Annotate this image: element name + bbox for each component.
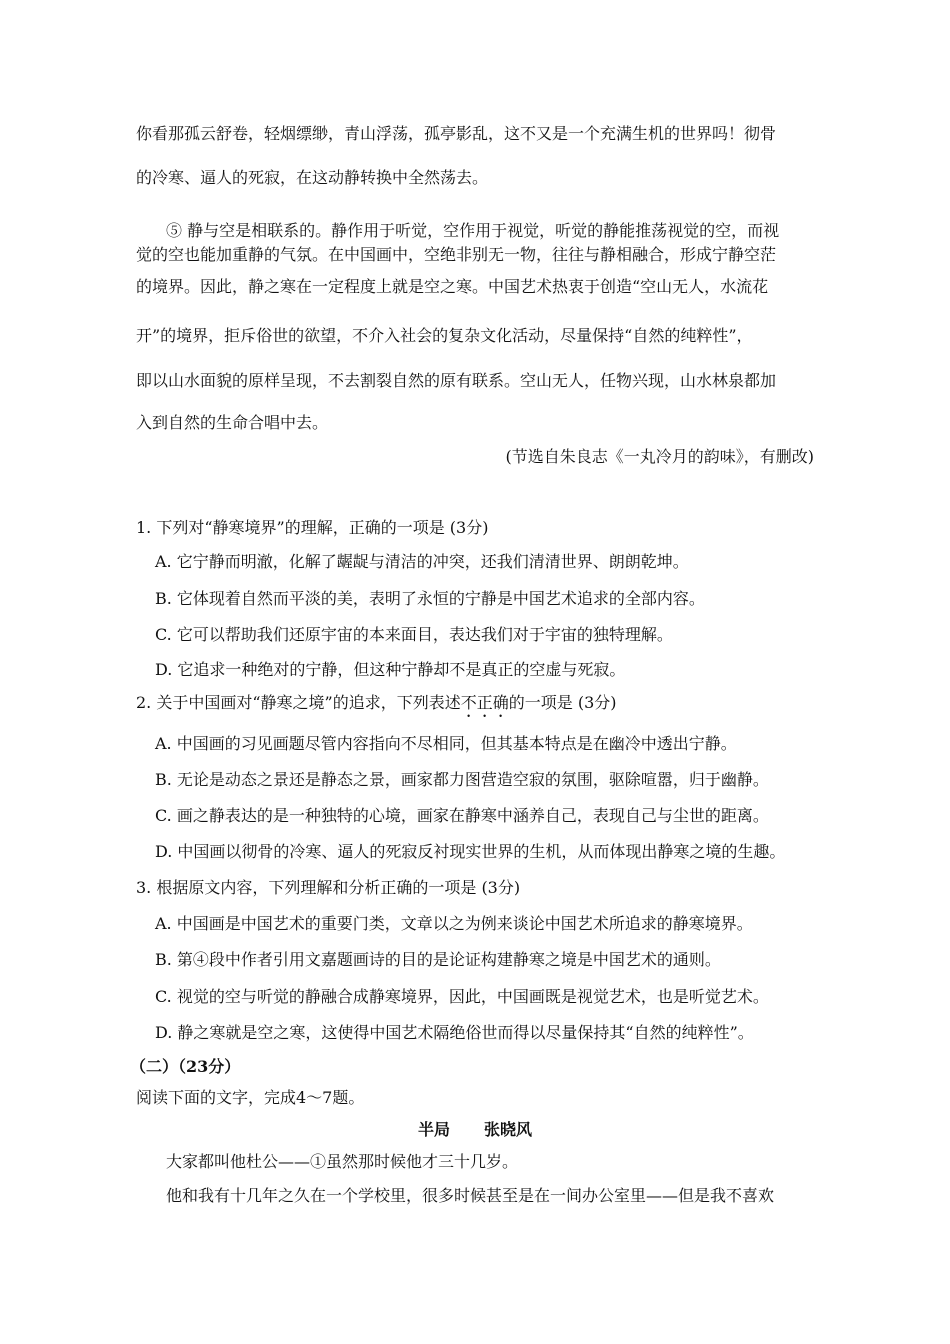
story-line: 他和我有十几年之久在一个学校里，很多时候甚至是在一间办公室里——但是我不喜欢 xyxy=(166,1186,775,1205)
question-stem xyxy=(136,693,617,721)
question-option: D. 它追求一种绝对的宁静，但这种宁静却不是真正的空虚与死寂。 xyxy=(155,660,626,679)
question-stem-text: 2. 关于中国画对“静寒之境”的追求，下列表述 xyxy=(136,693,461,712)
question-option: C. 它可以帮助我们还原宇宙的本来面目，表达我们对于宇宙的独特理解。 xyxy=(155,625,673,644)
section-instruction: 阅读下面的文字，完成4～7题。 xyxy=(136,1088,365,1107)
question-option: B. 无论是动态之景还是静态之景，画家都力图营造空寂的氛围，驱除喧嚣，归于幽静。 xyxy=(155,770,769,789)
question-option: A. 中国画的习见画题尽管内容指向不尽相同，但其基本特点是在幽冷中透出宁静。 xyxy=(155,734,737,753)
question-stem-text: 的一项是 (3分) xyxy=(508,693,617,712)
question-option: A. 它宁静而明澈，化解了龌龊与清洁的冲突，还我们清清世界、朗朗乾坤。 xyxy=(155,552,689,571)
story-author: 张晓风 xyxy=(484,1120,533,1139)
paragraph-5-line: 开”的境界，拒斥俗世的欲望，不介入社会的复杂文化活动，尽量保持“自然的纯粹性”， xyxy=(136,326,753,345)
question-option: D. 静之寒就是空之寒，这使得中国艺术隔绝俗世而得以尽量保持其“自然的纯粹性”。 xyxy=(155,1023,754,1042)
paragraph-5-line: 即以山水面貌的原样呈现，不去割裂自然的原有联系。空山无人，任物兴现，山水林泉都加 xyxy=(136,371,777,390)
question-option: C. 画之静表达的是一种独特的心境，画家在静寒中涵养自己，表现自己与尘世的距离。 xyxy=(155,806,769,825)
question-option: D. 中国画以彻骨的冷寒、逼人的死寂反衬现实世界的生机，从而体现出静寒之境的生趣。 xyxy=(155,842,786,861)
question-stem: 3. 根据原文内容，下列理解和分析正确的一项是 (3分) xyxy=(136,878,521,897)
story-title-line xyxy=(0,1120,950,1140)
question-stem: 1. 下列对“静寒境界”的理解，正确的一项是 (3分) xyxy=(136,518,489,537)
source-citation: (节选自朱良志《一丸冷月的韵味》，有删改) xyxy=(505,447,814,466)
paragraph-5-line: 觉的空也能加重静的气氛。在中国画中，空绝非别无一物，往往与静相融合，形成宁静空茫 xyxy=(136,245,777,264)
question-option: C. 视觉的空与听觉的静融合成静寒境界，因此，中国画既是视觉艺术，也是听觉艺术。 xyxy=(155,987,769,1006)
passage-line: 你看那孤云舒卷，轻烟缥缈，青山浮荡，孤亭影乱，这不又是一个充满生机的世界吗！彻骨 xyxy=(136,124,777,143)
passage-line: 的冷寒、逼人的死寂，在这动静转换中全然荡去。 xyxy=(136,168,489,187)
paragraph-5-line: ⑤ 静与空是相联系的。静作用于听觉，空作用于视觉，听觉的静能推荡视觉的空，而视 xyxy=(166,221,780,240)
emphasized-text: 不正确 xyxy=(460,693,509,712)
question-option: B. 它体现着自然而平淡的美，表明了永恒的宁静是中国艺术追求的全部内容。 xyxy=(155,589,705,608)
question-option: B. 第④段中作者引用文嘉题画诗的目的是论证构建静寒之境是中国艺术的通则。 xyxy=(155,950,721,969)
story-line: 大家都叫他杜公——①虽然那时候他才三十几岁。 xyxy=(166,1152,519,1171)
section-heading: （二）（23分） xyxy=(130,1057,241,1076)
paragraph-5-line: 的境界。因此，静之寒在一定程度上就是空之寒。中国艺术热衷于创造“空山无人，水流花 xyxy=(136,277,769,296)
question-option: A. 中国画是中国艺术的重要门类，文章以之为例来谈论中国艺术所追求的静寒境界。 xyxy=(155,914,753,933)
story-title: 半局 xyxy=(417,1120,450,1139)
paragraph-5-line: 入到自然的生命合唱中去。 xyxy=(136,413,329,432)
